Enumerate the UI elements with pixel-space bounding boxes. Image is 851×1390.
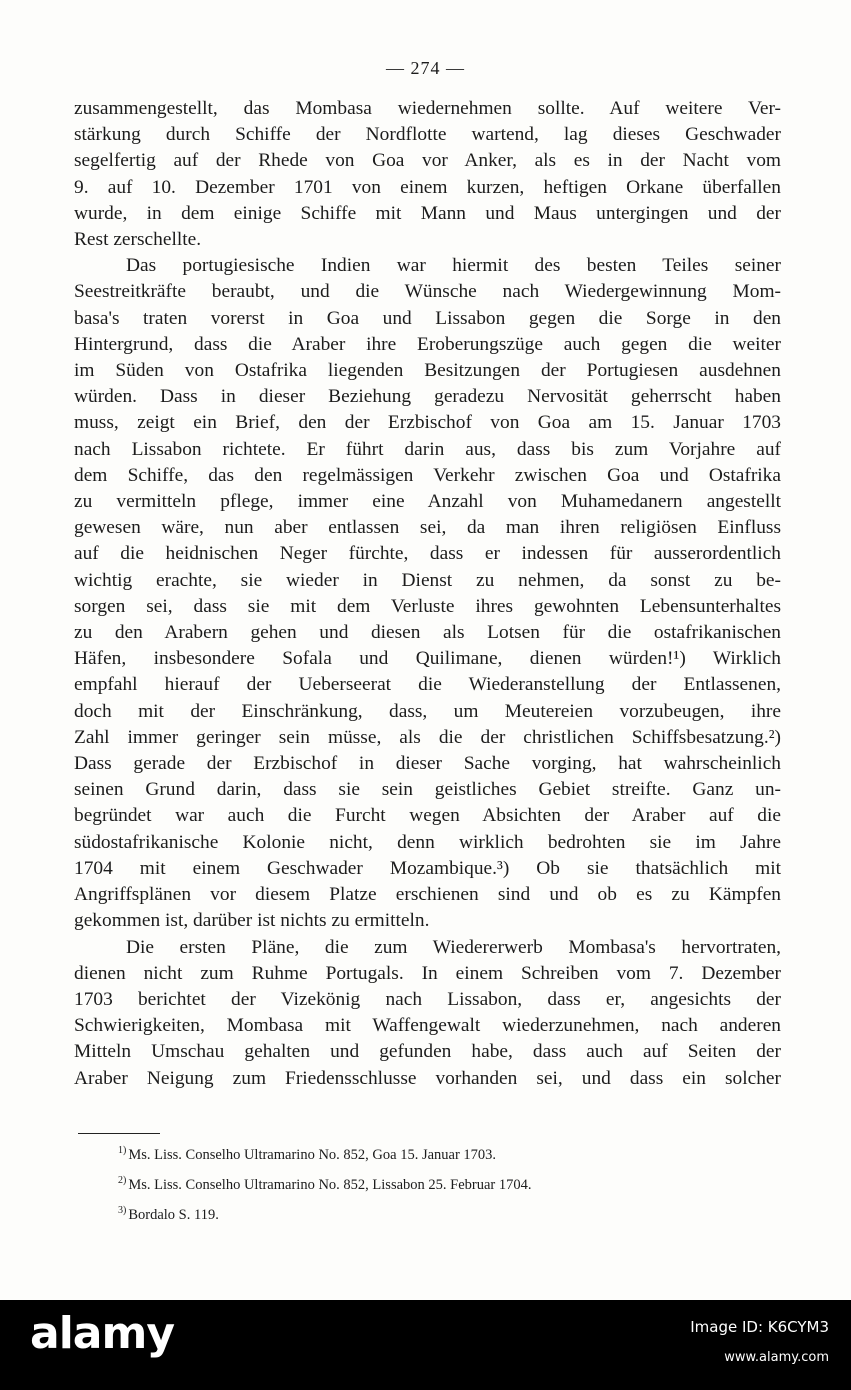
text-line: zu den Arabern gehen und diesen als Lotsen für die ostafrikanischen (74, 622, 781, 644)
text-line: 9. auf 10. Dezember 1701 von einem kurzen, heftigen Orkane überfallen (74, 176, 781, 198)
text-line: Araber Neigung zum Friedensschlusse vorhanden sei, und dass ein solcher (74, 1067, 781, 1089)
body-text (74, 96, 781, 1092)
text-line: auf die heidnischen Neger fürchte, dass er indessen für ausserordentlich (74, 543, 781, 565)
text-line: doch mit der Einschränkung, dass, um Meutereien vorzubeugen, ihre (74, 700, 781, 722)
text-line: begründet war auch die Furcht wegen Absichten der Araber auf die (74, 805, 781, 827)
text-line: Das portugiesische Indien war hiermit des besten Teiles seiner (126, 255, 781, 277)
watermark-banner (0, 1300, 851, 1390)
text-line: dienen nicht zum Ruhme Portugals. In einem Schreiben vom 7. Dezember (74, 962, 781, 984)
footnote-mark: 2) (118, 1174, 127, 1186)
paragraph (74, 96, 781, 253)
footnote-text: Bordalo S. 119. (128, 1206, 219, 1223)
text-line: Seestreitkräfte beraubt, und die Wünsche nach Wiedergewinnung Mom- (74, 281, 781, 303)
footnote (118, 1198, 758, 1228)
text-line: Die ersten Pläne, die zum Wiedererwerb Mombasa's hervortraten, (126, 936, 781, 958)
footnote-mark: 3) (118, 1204, 127, 1216)
text-line: basa's traten vorerst in Goa und Lissabon gegen die Sorge in den (74, 307, 781, 329)
text-line: würden. Dass in dieser Beziehung geradezu Nervosität geherrscht haben (74, 386, 781, 408)
page-number: — 274 — (386, 58, 465, 78)
text-line: Dass gerade der Erzbischof in dieser Sache vorging, hat wahrscheinlich (74, 753, 781, 775)
paragraph (74, 935, 781, 1092)
text-line: wurde, in dem einige Schiffe mit Mann und Maus untergingen und der (74, 202, 781, 224)
text-line: stärkung durch Schiffe der Nordflotte wartend, lag dieses Geschwader (74, 124, 781, 146)
paragraph (74, 253, 781, 934)
footnote-text: Ms. Liss. Conselho Ultramarino No. 852, Goa 15. Januar 1703. (128, 1146, 497, 1163)
text-line: im Süden von Ostafrika liegenden Besitzungen der Portugiesen ausdehnen (74, 360, 781, 382)
text-line: Rest zerschellte. (74, 229, 202, 251)
text-line: nach Lissabon richtete. Er führt darin aus, dass bis zum Vorjahre auf (74, 438, 781, 460)
text-line: 1704 mit einem Geschwader Mozambique.³) Ob sie thatsächlich mit (74, 857, 781, 879)
text-line: segelfertig auf der Rhede von Goa vor Anker, als es in der Nacht vom (74, 150, 781, 172)
text-line: Hintergrund, dass die Araber ihre Eroberungszüge auch gegen die weiter (74, 333, 781, 355)
alamy-logo: alamy (30, 1308, 174, 1359)
text-line: seinen Grund darin, dass sie sein geistliches Gebiet streifte. Ganz un- (74, 779, 781, 801)
text-line: empfahl hierauf der Ueberseerat die Wiederanstellung der Entlassenen, (74, 674, 781, 696)
text-line: Schwierigkeiten, Mombasa mit Waffengewalt wiederzunehmen, nach anderen (74, 1015, 781, 1037)
text-line: Zahl immer geringer sein müsse, als die der christlichen Schiffsbesatzung.²) (74, 726, 781, 748)
footnotes (118, 1138, 758, 1227)
footnote-text: Ms. Liss. Conselho Ultramarino No. 852, Lissabon 25. Februar 1704. (128, 1176, 532, 1193)
text-line: 1703 berichtet der Vizekönig nach Lissabon, dass er, angesichts der (74, 988, 781, 1010)
text-line: Mitteln Umschau gehalten und gefunden habe, dass auch auf Seiten der (74, 1041, 781, 1063)
text-line: sorgen sei, dass sie mit dem Verluste ihres gewohnten Lebensunterhaltes (74, 595, 781, 617)
text-line: muss, zeigt ein Brief, den der Erzbischof von Goa am 15. Januar 1703 (74, 412, 781, 434)
text-line: wichtig erachte, sie wieder in Dienst zu nehmen, da sonst zu be- (74, 569, 781, 591)
text-line: gekommen ist, darüber ist nichts zu ermitteln. (74, 910, 430, 932)
image-id-label: Image ID: K6CYM3 (690, 1318, 829, 1336)
footnote-divider (78, 1133, 160, 1134)
text-line: Angriffsplänen vor diesem Platze erschienen sind und ob es zu Kämpfen (74, 884, 781, 906)
footnote-mark: 1) (118, 1145, 127, 1156)
text-line: zu vermitteln pflege, immer eine Anzahl von Muhamedanern angestellt (74, 491, 781, 513)
text-line: zusammengestellt, das Mombasa wiedernehmen sollte. Auf weitere Ver- (74, 98, 781, 119)
footnote (118, 1168, 758, 1198)
text-line: Häfen, insbesondere Sofala und Quilimane, dienen würden!¹) Wirklich (74, 648, 781, 670)
text-line: gewesen wäre, nun aber entlassen sei, da man ihren religiösen Einfluss (74, 517, 781, 539)
watermark-url: www.alamy.com (724, 1350, 829, 1365)
text-line: südostafrikanische Kolonie nicht, denn wirklich bedrohten sie im Jahre (74, 831, 781, 853)
text-line: dem Schiffe, das den regelmässigen Verkehr zwischen Goa und Ostafrika (74, 464, 781, 486)
footnote (118, 1138, 758, 1168)
